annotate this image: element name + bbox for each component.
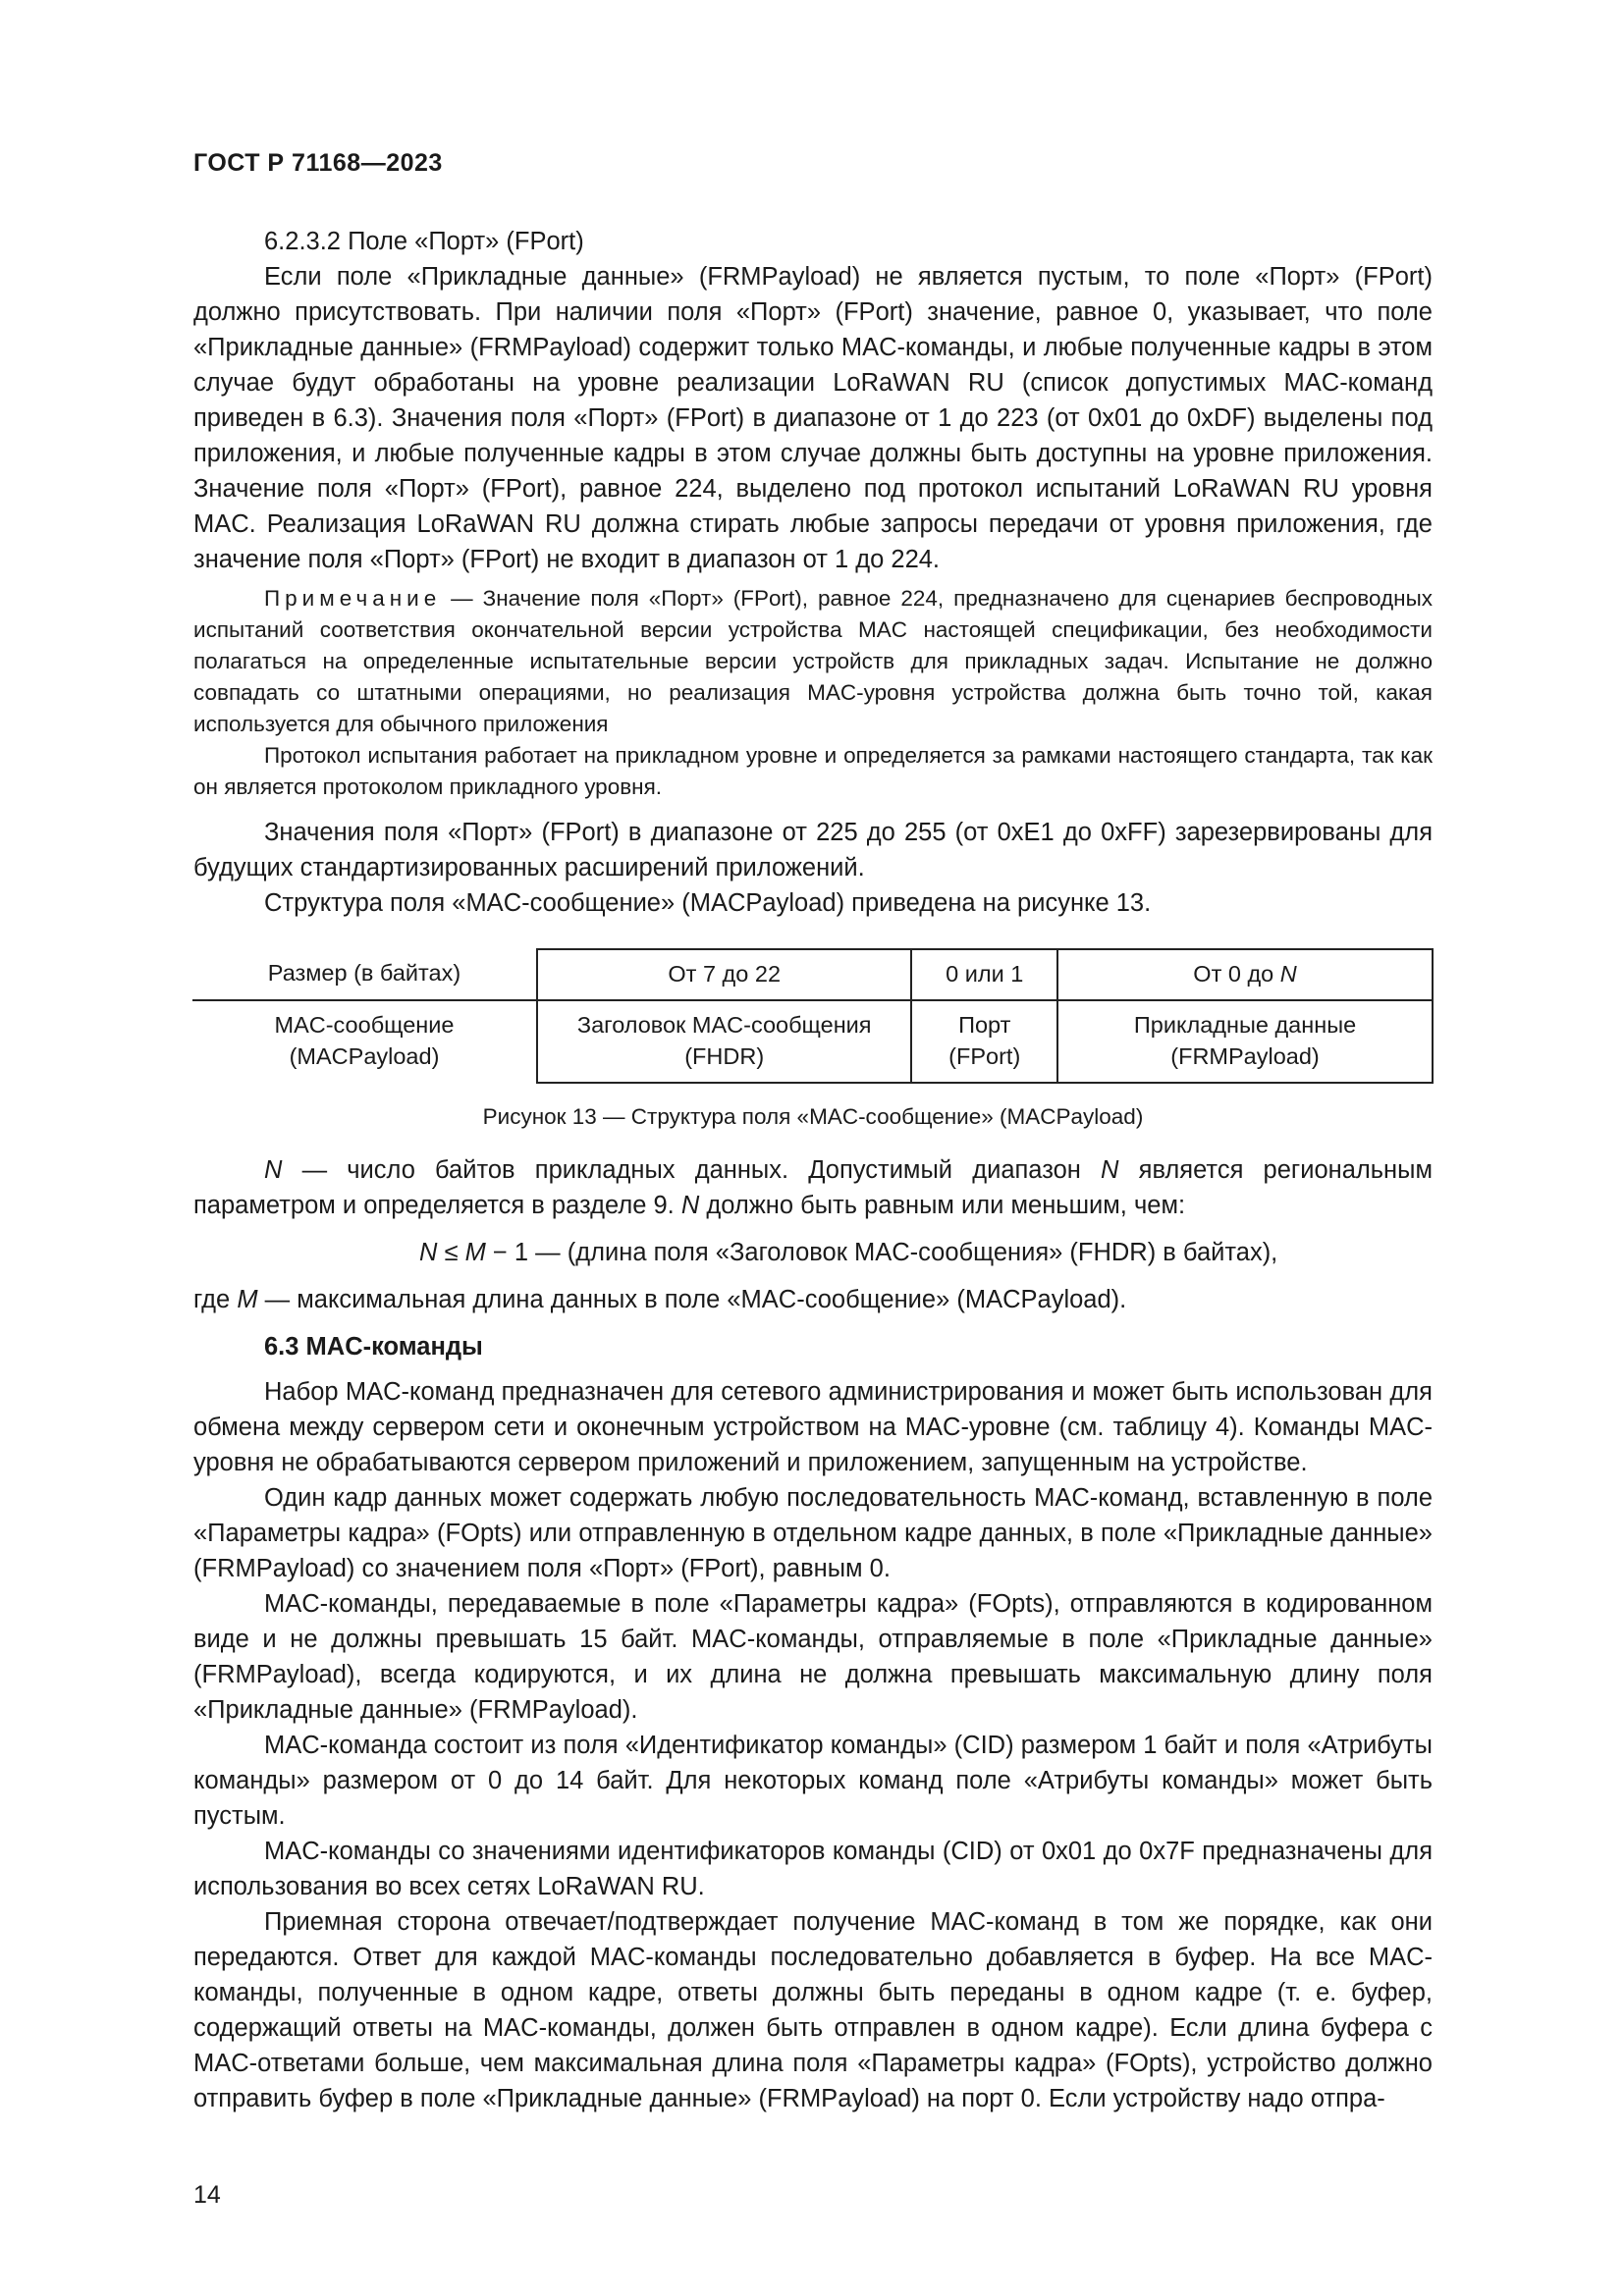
text: — максимальная длина данных в поле «MAC-сообщение» (MACPayload).: [257, 1286, 1127, 1313]
table-cell: MAC-сообщение (MACPayload): [274, 1012, 455, 1069]
variable: N: [419, 1239, 438, 1266]
table-cell: Заголовок MAC-сообщения (FHDR): [537, 1000, 911, 1083]
table-cell: Прикладные данные (FRMPayload): [1057, 1000, 1433, 1083]
text: − 1 — (длина поля «Заголовок MAC-сообщения» (FHDR) в байтах),: [485, 1239, 1278, 1266]
section-6232-heading: 6.2.3.2 Поле «Порт» (FPort): [264, 228, 584, 255]
table-row: [192, 1000, 1433, 1083]
paragraph: MAC-команды со значениями идентификаторов команды (CID) от 0x01 до 0x7F предназначены для использования во всех сетях LoRaWAN RU.: [193, 1838, 1433, 1900]
text: должно быть равным или меньшим, чем:: [699, 1192, 1186, 1219]
note-continuation: Протокол испытания работает на прикладном уровне и определяется за рамками настоящего стандарта, так как он является протоколом прикладного уровня.: [193, 743, 1433, 799]
text: где: [193, 1286, 238, 1313]
variable: M: [464, 1239, 486, 1266]
operator: ≤: [437, 1239, 465, 1266]
cell-text: От 0 до: [1193, 961, 1280, 987]
note-label: Примечание: [264, 586, 442, 611]
paragraph: Набор MAC-команд предназначен для сетевого администрирования и может быть использован для обмена между сервером сети и оконечным устройством на MAC-уровне (см. таблицу 4). Команды MAC-уровня не обрабатываются сервером приложений и приложением, запущенным на устройстве.: [193, 1378, 1433, 1476]
variable: N: [264, 1156, 283, 1184]
variable-n: N: [1279, 961, 1297, 987]
note-text: — Значение поля «Порт» (FPort), равное 224, предназначено для сценариев беспроводных испытаний соответствия окончательной версии устройства MAC настоящей спецификации, без необходимости полагаться на определенные испытательные версии устройств для прикладных задач. Испытание не должно совпадать со штатными операциями, но реализация MAC-уровня устройства должна быть точно той, какая используется для обычного приложения: [193, 586, 1433, 736]
paragraph: Один кадр данных может содержать любую последовательность MAC-команд, вставленную в поле «Параметры кадра» (FOpts) или отправленную в отдельном кадре данных, в поле «Прикладные данные» (FRMPayload) со значением поля «Порт» (FPort), равным 0.: [193, 1484, 1433, 1582]
table-cell: Порт (FPort): [911, 1000, 1057, 1083]
text: — число байтов прикладных данных. Допустимый диапазон: [282, 1156, 1102, 1184]
section-63-heading: 6.3 MAC-команды: [264, 1333, 483, 1361]
formula: [193, 1235, 1433, 1270]
paragraph: MAC-команда состоит из поля «Идентификатор команды» (CID) размером 1 байт и поля «Атрибуты команды» размером от 0 до 14 байт. Для некоторых команд поле «Атрибуты команды» может быть пустым.: [193, 1732, 1433, 1830]
table-row: [192, 949, 1433, 1000]
figure-caption: Рисунок 13 — Структура поля «MAC-сообщение» (MACPayload): [482, 1104, 1144, 1129]
table-cell: [1057, 949, 1433, 1000]
where-clause: [193, 1282, 1433, 1317]
paragraph: Структура поля «MAC-сообщение» (MACPayload) приведена на рисунке 13.: [264, 889, 1152, 917]
text: является региональным параметром и определяется в разделе 9.: [193, 1156, 1433, 1219]
table-cell: 0 или 1: [911, 949, 1057, 1000]
variable: N: [1101, 1156, 1119, 1184]
table-cell: От 7 до 22: [537, 949, 911, 1000]
page-content: [193, 224, 1433, 2116]
standard-header: ГОСТ Р 71168—2023: [193, 149, 443, 177]
paragraph: Приемная сторона отвечает/подтверждает получение MAC-команд в том же порядке, как они передаются. Ответ для каждой MAC-команды последовательно добавляется в буфер. На все MAC-команды, полученные в одном кадре, ответы должны быть переданы в одном кадре (т. е. буфер, содержащий ответы на MAC-команды, должен быть отправлен в одном кадре). Если длина буфера с MAC-ответами больше, чем максимальная длина поля «Параметры кадра» (FOpts), устройство должно отправить буфер в поле «Прикладные данные» (FRMPayload) на порт 0. Если устройству надо отпра-: [193, 1908, 1433, 2112]
figure-13-table: [192, 948, 1434, 1084]
paragraph: Если поле «Прикладные данные» (FRMPayload) не является пустым, то поле «Порт» (FPort) должно присутствовать. При наличии поля «Порт» (FPort) значение, равное 0, указывает, что поле «Прикладные данные» (FRMPayload) содержит только MAC-команды, и любые полученные кадры в этом случае будут обработаны на уровне реализации LoRaWAN RU (список допустимых MAC-команд приведен в 6.3). Значения поля «Порт» (FPort) в диапазоне от 1 до 223 (от 0x01 до 0xDF) выделены под приложения, и любые полученные кадры в этом случае должны быть доступны на уровне приложения. Значение поля «Порт» (FPort), равное 224, выделено под протокол испытаний LoRaWAN RU уровня MAC. Реализация LoRaWAN RU должна стирать любые запросы передачи от уровня приложения, где значение поля «Порт» (FPort) не входит в диапазон от 1 до 224.: [193, 263, 1433, 573]
paragraph: Значения поля «Порт» (FPort) в диапазоне от 225 до 255 (от 0xE1 до 0xFF) зарезервированы для будущих стандартизированных расширений приложений.: [193, 819, 1433, 881]
n-definition: [193, 1152, 1433, 1223]
table-cell: Размер (в байтах): [192, 949, 537, 1000]
variable: N: [680, 1192, 700, 1219]
note: [193, 583, 1433, 740]
paragraph: MAC-команды, передаваемые в поле «Параметры кадра» (FOpts), отправляются в кодированном виде и не должны превышать 15 байт. MAC-команды, отправляемые в поле «Прикладные данные» (FRMPayload), всегда кодируются, и их длина не должна превышать максимальную длину поля «Прикладные данные» (FRMPayload).: [193, 1590, 1433, 1724]
variable: M: [237, 1286, 258, 1313]
page-number: 14: [193, 2181, 221, 2209]
